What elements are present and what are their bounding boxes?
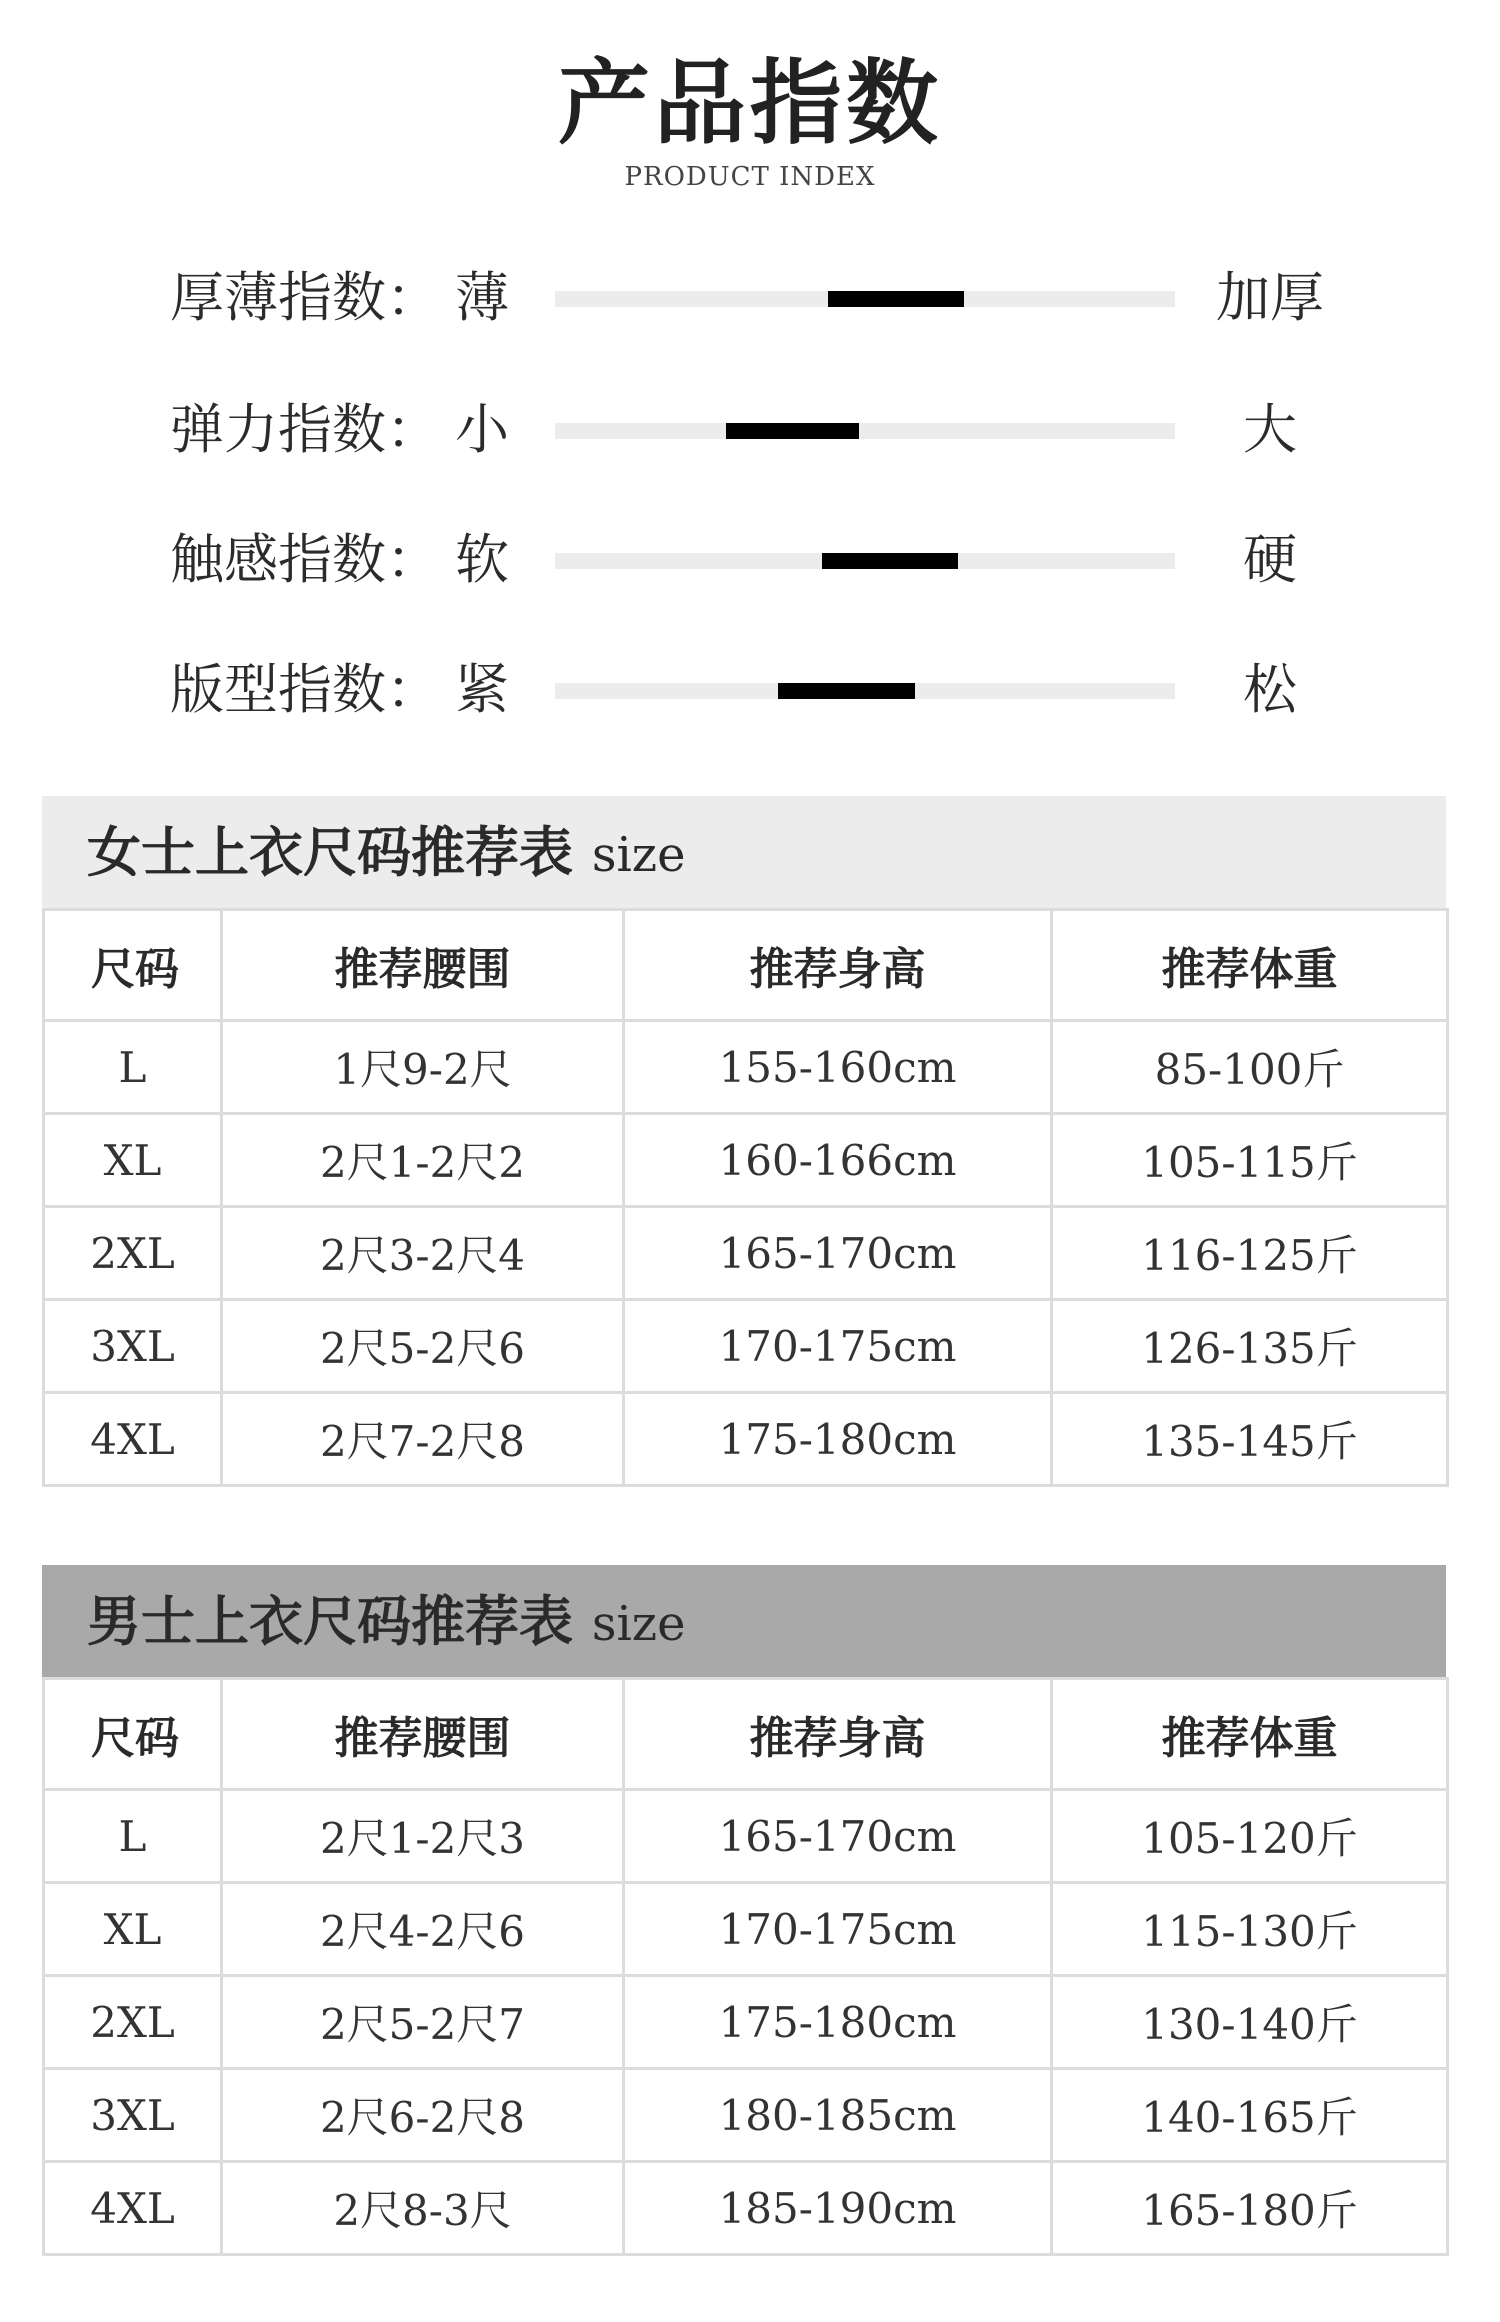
- waist-cell: 2尺5-2尺7: [222, 1976, 624, 2069]
- height-cell: 170-175cm: [624, 1300, 1052, 1393]
- column-header: 尺码: [44, 1679, 222, 1790]
- index-track: [555, 683, 1175, 699]
- table-row: [44, 1021, 1448, 1114]
- weight-cell: 130-140斤: [1052, 1976, 1448, 2069]
- men-table-header: [42, 1565, 1446, 1677]
- size-cell: XL: [44, 1883, 222, 1976]
- women-size-grid: [42, 908, 1449, 1487]
- table-row: [44, 1114, 1448, 1207]
- index-label: 弹力指数：: [170, 398, 440, 461]
- column-header: 推荐身高: [624, 910, 1052, 1021]
- waist-cell: 1尺9-2尺: [222, 1021, 624, 1114]
- waist-cell: 2尺4-2尺6: [222, 1883, 624, 1976]
- waist-cell: 2尺1-2尺2: [222, 1114, 624, 1207]
- size-cell: L: [44, 1021, 222, 1114]
- waist-cell: 2尺5-2尺6: [222, 1300, 624, 1393]
- index-level-bar: [778, 683, 914, 699]
- table-row: [44, 2162, 1448, 2255]
- table-row: [44, 2069, 1448, 2162]
- height-cell: 185-190cm: [624, 2162, 1052, 2255]
- size-cell: 3XL: [44, 2069, 222, 2162]
- height-cell: 180-185cm: [624, 2069, 1052, 2162]
- waist-cell: 2尺7-2尺8: [222, 1393, 624, 1486]
- waist-cell: 2尺1-2尺3: [222, 1790, 624, 1883]
- index-row-touch: [0, 520, 1500, 600]
- men-table-title: 男士上衣尺码推荐表: [87, 1589, 573, 1653]
- size-label: size: [591, 1596, 686, 1652]
- index-label: 触感指数：: [170, 528, 440, 591]
- table-row: [44, 1207, 1448, 1300]
- size-cell: 2XL: [44, 1976, 222, 2069]
- table-row: [44, 1976, 1448, 2069]
- height-cell: 165-170cm: [624, 1790, 1052, 1883]
- weight-cell: 135-145斤: [1052, 1393, 1448, 1486]
- men-size-grid: [42, 1677, 1449, 2256]
- column-header: 推荐体重: [1052, 1679, 1448, 1790]
- waist-cell: 2尺3-2尺4: [222, 1207, 624, 1300]
- size-cell: 4XL: [44, 1393, 222, 1486]
- size-cell: 2XL: [44, 1207, 222, 1300]
- size-cell: 3XL: [44, 1300, 222, 1393]
- column-header: 推荐腰围: [222, 1679, 624, 1790]
- weight-cell: 85-100斤: [1052, 1021, 1448, 1114]
- height-cell: 165-170cm: [624, 1207, 1052, 1300]
- index-level-bar: [828, 291, 964, 307]
- weight-cell: 105-115斤: [1052, 1114, 1448, 1207]
- index-low-label: 小: [455, 398, 509, 461]
- table-row: [44, 1883, 1448, 1976]
- page-subtitle: PRODUCT INDEX: [624, 162, 876, 192]
- weight-cell: 126-135斤: [1052, 1300, 1448, 1393]
- men-size-table: [42, 1565, 1446, 2256]
- table-header-row: [44, 910, 1448, 1021]
- weight-cell: 165-180斤: [1052, 2162, 1448, 2255]
- weight-cell: 116-125斤: [1052, 1207, 1448, 1300]
- index-label: 厚薄指数：: [170, 266, 440, 329]
- women-size-table: [42, 796, 1446, 1487]
- index-low-label: 薄: [455, 266, 509, 329]
- height-cell: 175-180cm: [624, 1393, 1052, 1486]
- table-row: [44, 1393, 1448, 1486]
- size-label: size: [591, 827, 686, 883]
- index-high-label: 硬: [1243, 528, 1297, 591]
- index-low-label: 软: [455, 528, 509, 591]
- index-low-label: 紧: [455, 658, 509, 721]
- index-row-fit: [0, 650, 1500, 730]
- women-table-title: 女士上衣尺码推荐表: [87, 820, 573, 884]
- column-header: 推荐腰围: [222, 910, 624, 1021]
- women-table-header: [42, 796, 1446, 908]
- size-cell: L: [44, 1790, 222, 1883]
- column-header: 推荐身高: [624, 1679, 1052, 1790]
- index-level-bar: [726, 423, 859, 439]
- column-header: 尺码: [44, 910, 222, 1021]
- index-label: 版型指数：: [170, 658, 440, 721]
- index-row-elasticity: [0, 390, 1500, 470]
- height-cell: 155-160cm: [624, 1021, 1052, 1114]
- weight-cell: 115-130斤: [1052, 1883, 1448, 1976]
- waist-cell: 2尺8-3尺: [222, 2162, 624, 2255]
- page-title: 产品指数: [557, 49, 942, 157]
- index-high-label: 加厚: [1216, 266, 1324, 329]
- table-row: [44, 1300, 1448, 1393]
- table-header-row: [44, 1679, 1448, 1790]
- height-cell: 170-175cm: [624, 1883, 1052, 1976]
- index-row-thickness: [0, 258, 1500, 338]
- weight-cell: 105-120斤: [1052, 1790, 1448, 1883]
- index-track: [555, 291, 1175, 307]
- height-cell: 160-166cm: [624, 1114, 1052, 1207]
- index-level-bar: [822, 553, 958, 569]
- size-cell: 4XL: [44, 2162, 222, 2255]
- table-row: [44, 1790, 1448, 1883]
- index-high-label: 松: [1243, 658, 1297, 721]
- column-header: 推荐体重: [1052, 910, 1448, 1021]
- size-cell: XL: [44, 1114, 222, 1207]
- index-track: [555, 423, 1175, 439]
- height-cell: 175-180cm: [624, 1976, 1052, 2069]
- index-high-label: 大: [1243, 398, 1297, 461]
- index-track: [555, 553, 1175, 569]
- weight-cell: 140-165斤: [1052, 2069, 1448, 2162]
- waist-cell: 2尺6-2尺8: [222, 2069, 624, 2162]
